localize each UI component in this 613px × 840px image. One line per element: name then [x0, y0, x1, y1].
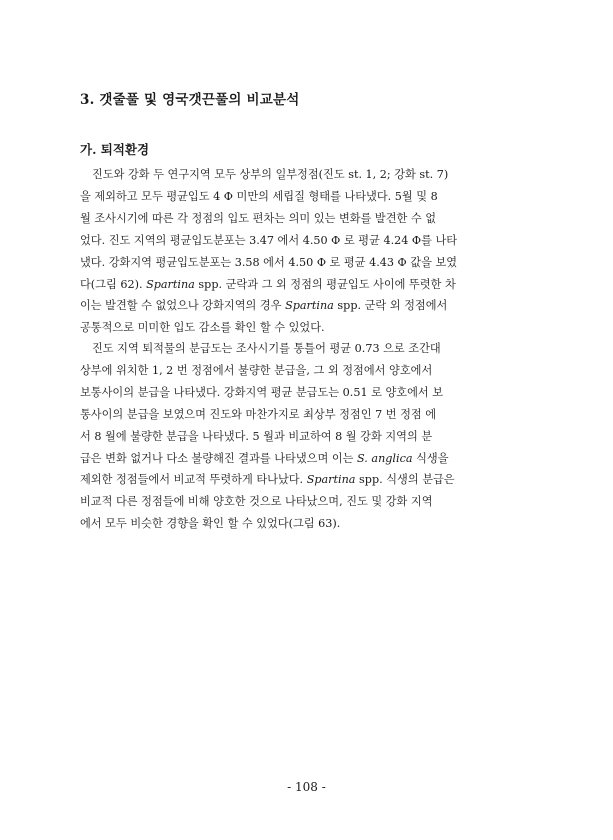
- page-number: - 108 -: [287, 780, 326, 794]
- species-name: Spartina: [146, 277, 195, 291]
- paragraph-line: 진도 지역 퇴적물의 분급도는 조사시기를 통틀어 평균 0.73 으로 조간대: [92, 342, 441, 355]
- section-title: 3. 갯줄풀 및 영국갯끈풀의 비교분석: [80, 92, 300, 108]
- paragraph-line: 통사이의 분급을 보였으며 진도와 마찬가지로 최상부 정점인 7 번 정점 에: [80, 407, 437, 421]
- paragraph-line: 진도와 강화 두 연구지역 모두 상부의 일부정점(진도 st. 1, 2; 강화 st. 7): [92, 168, 449, 181]
- paragraph-line: 서 8 월에 불량한 분급을 나타냈다. 5 월과 비교하여 8 월 강화 지역의 분: [80, 429, 433, 443]
- paragraph-line: 공통적으로 미미한 입도 감소를 확인 할 수 있었다.: [80, 321, 325, 335]
- paragraph-line: 냈다. 강화지역 평균입도분포는 3.58 에서 4.50 Φ 로 평균 4.43 Φ 값을 보였: [80, 255, 458, 269]
- paragraph-line: 보통사이의 분급을 나타냈다. 강화지역 평균 분급도는 0.51 로 양호에서 보: [80, 385, 444, 399]
- paragraph-line: 에서 모두 비슷한 경향을 확인 할 수 있었다(그림 63).: [80, 517, 341, 531]
- subsection-title: 가. 퇴적환경: [80, 142, 150, 157]
- paragraph-sedimentary-environment-1: [80, 164, 535, 339]
- paragraph-line: 이는 발견할 수 없었으나 강화지역의 경우 Spartina spp. 군락 외 정점에서: [80, 299, 448, 313]
- species-name: Spartina: [306, 473, 356, 487]
- paragraph-line: 급은 변화 없거나 다소 불량해진 결과를 나타냈으며 이는 S. anglica 식생을: [80, 451, 449, 465]
- paragraph-line: 비교적 다른 정점들에 비해 양호한 것으로 나타났으며, 진도 및 강화 지역: [80, 495, 433, 509]
- species-name: Spartina: [285, 299, 334, 313]
- paragraph-line: 상부에 위치한 1, 2 번 정점에서 불량한 분급을, 그 외 정점에서 양호에서: [80, 363, 433, 377]
- paragraph-line: 제외한 정점들에서 비교적 뚜렷하게 타나났다. Spartina spp. 식생의 분급은: [80, 473, 455, 487]
- paragraph-line: 월 조사시기에 따른 각 정점의 입도 편차는 의미 있는 변화를 발견한 수 없: [80, 211, 437, 225]
- paragraph-line: 을 제외하고 모두 평균입도 4 Φ 미만의 세립질 형태를 나타냈다. 5월 및 8: [80, 189, 438, 203]
- paragraph-line: 다(그림 62). Spartina spp. 군락과 그 외 정점의 평균입도 사이에 뚜렷한 차: [80, 277, 456, 291]
- species-name: S. anglica: [357, 451, 413, 465]
- paragraph-sedimentary-environment-2: [80, 338, 535, 535]
- paragraph-line: 었다. 진도 지역의 평균입도분포는 3.47 에서 4.50 Φ 로 평균 4.24 Φ를 나타: [80, 233, 458, 247]
